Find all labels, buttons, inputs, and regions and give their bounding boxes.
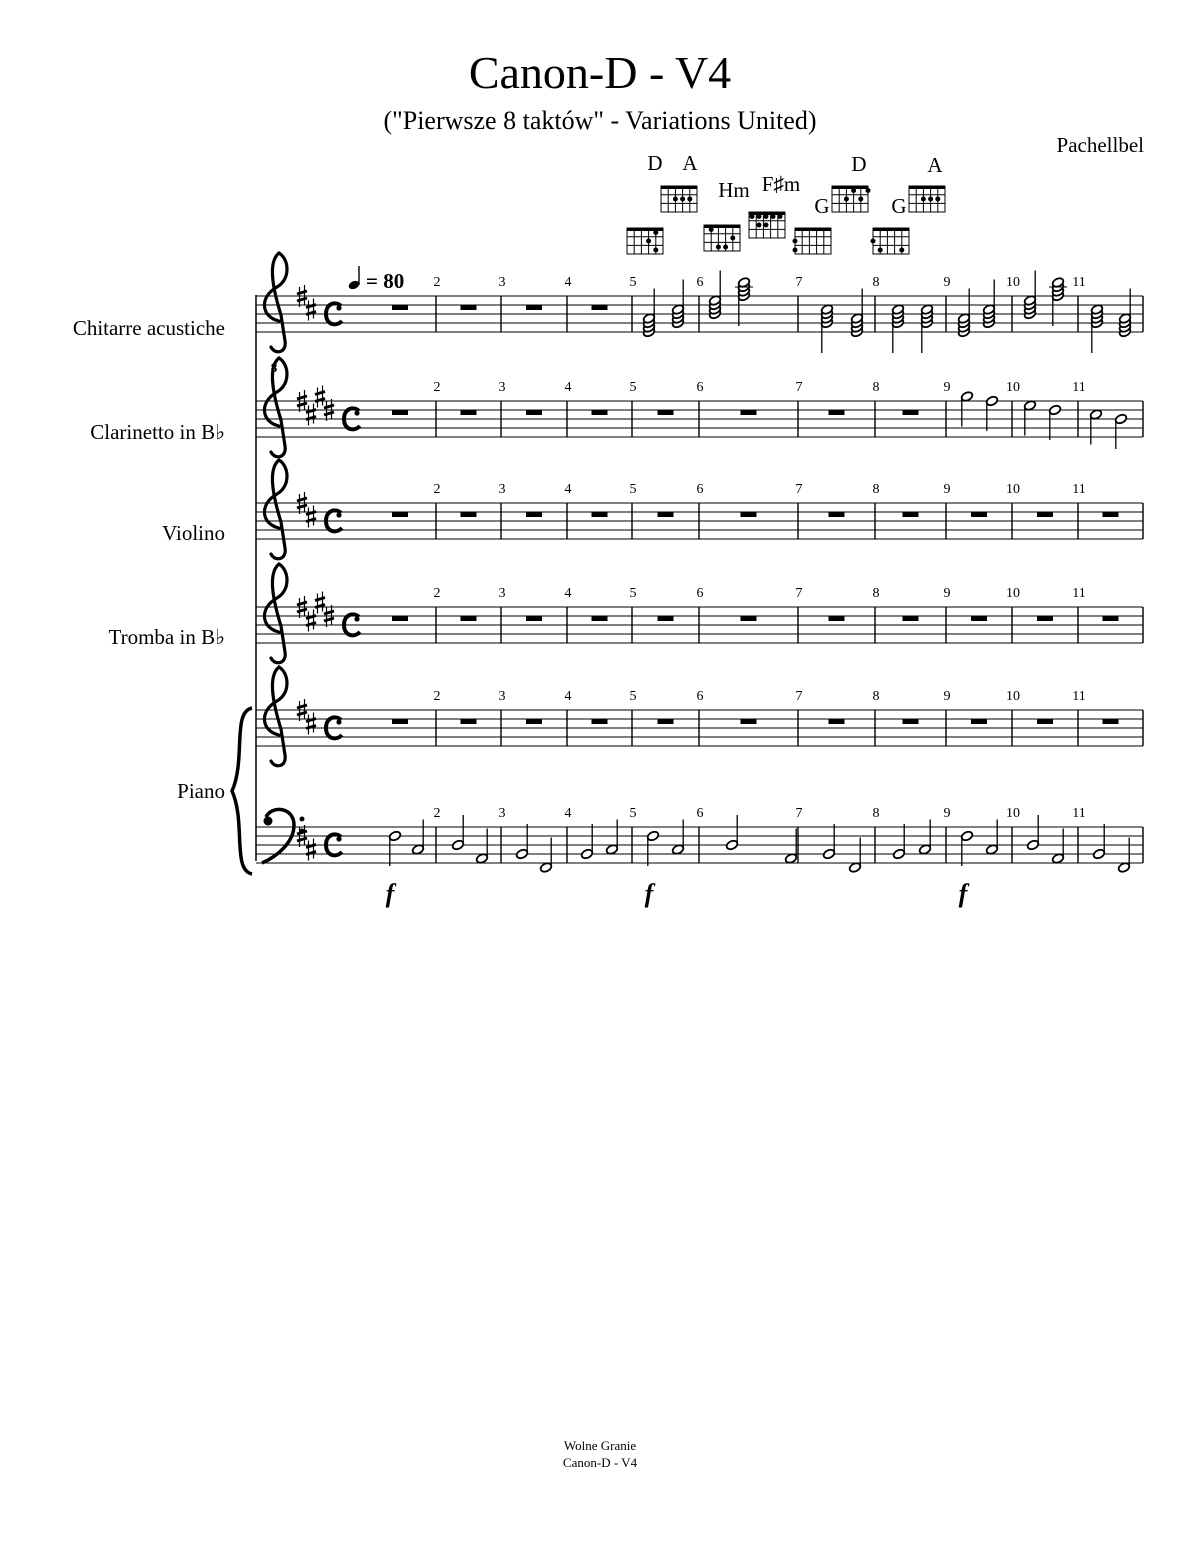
measure-number: 3 — [498, 586, 506, 601]
whole-rest-icon — [971, 512, 987, 517]
instrument-label: Violino — [162, 521, 225, 545]
measure-number: 6 — [696, 689, 704, 704]
whole-rest-icon — [903, 719, 919, 724]
whole-rest-icon — [658, 616, 674, 621]
measure-number: 4 — [564, 380, 572, 395]
measure-number: 7 — [795, 275, 803, 290]
measure-number: 3 — [498, 275, 506, 290]
instrument-label: Piano — [177, 779, 225, 803]
half-note — [388, 830, 401, 866]
half-note — [985, 820, 998, 856]
whole-rest-icon — [392, 410, 408, 415]
measure-number: 7 — [795, 482, 803, 497]
measure-number: 4 — [564, 806, 572, 821]
staves — [256, 253, 1143, 873]
whole-rest-icon — [658, 719, 674, 724]
half-note — [918, 820, 931, 856]
measure-number: 11 — [1072, 482, 1086, 497]
footer-line: Canon-D - V4 — [562, 1455, 638, 1470]
half-note — [960, 391, 973, 427]
measure-number: 3 — [498, 380, 506, 395]
chord-symbol: Hm — [718, 178, 750, 202]
score-subtitle: ("Pierwsze 8 taktów" - Variations United) — [383, 106, 817, 135]
staff — [256, 564, 1143, 663]
measure-number: 9 — [943, 380, 951, 395]
measure-number: 5 — [629, 380, 637, 395]
measure-number: 3 — [498, 689, 506, 704]
whole-rest-icon — [461, 305, 477, 310]
whole-rest-icon — [741, 719, 757, 724]
whole-rest-icon — [592, 719, 608, 724]
fret-diagram — [749, 212, 785, 238]
half-note — [1117, 838, 1130, 874]
measure-number: 2 — [433, 482, 441, 497]
chord-notes — [920, 304, 933, 353]
sharp-icon — [306, 839, 316, 861]
whole-rest-icon — [741, 616, 757, 621]
fret-diagram — [871, 228, 910, 254]
measure-number: 2 — [433, 586, 441, 601]
whole-rest-icon — [1103, 719, 1119, 724]
whole-rest-icon — [1103, 616, 1119, 621]
sharp-icon — [306, 610, 316, 632]
octave-marker: 8 — [270, 360, 278, 375]
staff — [256, 667, 1143, 766]
fret-diagram — [832, 186, 871, 212]
treble-clef-icon — [264, 564, 287, 663]
measure-number: 6 — [696, 275, 704, 290]
chord-notes — [1090, 304, 1103, 353]
composer: Pachellbel — [1056, 133, 1144, 157]
footer-line: Wolne Granie — [563, 1438, 637, 1453]
whole-rest-icon — [1037, 512, 1053, 517]
chord-notes — [735, 277, 753, 326]
instrument-label: Tromba in B♭ — [108, 625, 225, 649]
treble-clef-icon — [264, 667, 287, 766]
whole-rest-icon — [658, 410, 674, 415]
whole-rest-icon — [1103, 512, 1119, 517]
half-note — [1048, 404, 1061, 440]
measure-number: 5 — [629, 806, 637, 821]
measure-number: 4 — [564, 275, 572, 290]
half-note — [605, 820, 618, 856]
whole-rest-icon — [658, 512, 674, 517]
measure-number: 10 — [1006, 275, 1020, 290]
staff — [256, 253, 1143, 352]
chord-notes — [1049, 277, 1067, 326]
measure-number: 3 — [498, 482, 506, 497]
chord-notes — [708, 271, 721, 320]
chord-symbol: D — [851, 152, 867, 176]
measure-number: 7 — [795, 689, 803, 704]
measure-number: 11 — [1072, 689, 1086, 704]
instrument-label: Chitarre acustiche — [72, 316, 225, 340]
measure-number: 4 — [564, 586, 572, 601]
measure-number: 8 — [872, 806, 880, 821]
measure-number: 2 — [433, 689, 441, 704]
half-note — [1092, 824, 1105, 860]
whole-rest-icon — [592, 305, 608, 310]
chord-symbol: A — [682, 151, 698, 175]
measure-number: 4 — [564, 482, 572, 497]
measure-number: 10 — [1006, 806, 1020, 821]
half-note — [671, 820, 684, 856]
tempo-value: = 80 — [366, 269, 405, 293]
whole-rest-icon — [461, 410, 477, 415]
measure-number: 8 — [872, 689, 880, 704]
whole-rest-icon — [392, 719, 408, 724]
chord-notes — [820, 304, 833, 353]
measure-number: 11 — [1072, 586, 1086, 601]
whole-rest-icon — [903, 410, 919, 415]
whole-rest-icon — [526, 616, 542, 621]
measure-number: 4 — [564, 689, 572, 704]
measure-number: 2 — [433, 380, 441, 395]
whole-rest-icon — [526, 719, 542, 724]
whole-rest-icon — [526, 410, 542, 415]
whole-rest-icon — [741, 512, 757, 517]
whole-rest-icon — [829, 410, 845, 415]
staff — [256, 460, 1143, 559]
measure-number: 2 — [433, 806, 441, 821]
measure-number: 2 — [433, 275, 441, 290]
half-note — [1114, 413, 1127, 449]
measure-number: 9 — [943, 275, 951, 290]
measure-number: 6 — [696, 482, 704, 497]
chord-symbol: F♯m — [761, 172, 801, 196]
measure-number: 10 — [1006, 689, 1020, 704]
half-note — [960, 830, 973, 866]
sharp-icon — [306, 506, 316, 528]
half-note — [985, 395, 998, 431]
treble-clef-icon — [264, 253, 287, 352]
fret-diagram — [661, 186, 697, 212]
measure-number: 8 — [872, 275, 880, 290]
half-note — [725, 815, 738, 851]
chord-symbol: D — [647, 151, 663, 175]
sharp-icon — [306, 299, 316, 321]
instrument-label: Clarinetto in B♭ — [90, 420, 225, 444]
half-note — [539, 838, 552, 874]
page-footer — [0, 1437, 1200, 1471]
chord-symbol: A — [927, 153, 943, 177]
whole-rest-icon — [1037, 616, 1053, 621]
half-note — [451, 815, 464, 851]
measure-number: 5 — [629, 586, 637, 601]
measure-number: 10 — [1006, 380, 1020, 395]
whole-rest-icon — [526, 305, 542, 310]
half-note — [475, 829, 488, 865]
whole-rest-icon — [392, 512, 408, 517]
staff — [256, 806, 1143, 863]
whole-rest-icon — [392, 305, 408, 310]
half-note — [1023, 400, 1036, 436]
measure-number: 10 — [1006, 586, 1020, 601]
dynamic-marking: f — [385, 879, 395, 908]
chord-notes — [671, 280, 684, 329]
measure-number: 5 — [629, 275, 637, 290]
measure-number: 11 — [1072, 806, 1086, 821]
sharp-icon — [306, 404, 316, 426]
fret-diagram — [793, 228, 832, 254]
measure-number: 11 — [1072, 275, 1086, 290]
sharp-icon — [315, 592, 325, 614]
measure-number: 7 — [795, 586, 803, 601]
fret-diagram — [704, 225, 740, 251]
measure-number: 9 — [943, 689, 951, 704]
dynamic-marking: f — [958, 879, 968, 908]
measure-number: 6 — [696, 806, 704, 821]
measure-number: 6 — [696, 586, 704, 601]
measure-number: 8 — [872, 586, 880, 601]
whole-rest-icon — [971, 616, 987, 621]
half-note — [411, 820, 424, 856]
whole-rest-icon — [526, 512, 542, 517]
whole-rest-icon — [592, 512, 608, 517]
staff — [256, 358, 1143, 457]
measure-number: 7 — [795, 380, 803, 395]
half-note — [580, 824, 593, 860]
chord-notes — [1023, 271, 1036, 320]
measure-number: 7 — [795, 806, 803, 821]
whole-rest-icon — [741, 410, 757, 415]
measure-number: 9 — [943, 806, 951, 821]
measure-number: 5 — [629, 689, 637, 704]
measure-number: 8 — [872, 380, 880, 395]
measure-number: 8 — [872, 482, 880, 497]
whole-rest-icon — [971, 719, 987, 724]
half-note — [822, 824, 835, 860]
treble-clef-icon — [264, 460, 287, 559]
whole-rest-icon — [461, 512, 477, 517]
whole-rest-icon — [461, 719, 477, 724]
half-note — [848, 838, 861, 874]
whole-rest-icon — [829, 719, 845, 724]
measure-number: 10 — [1006, 482, 1020, 497]
sharp-icon — [306, 713, 316, 735]
whole-rest-icon — [903, 512, 919, 517]
sharp-icon — [315, 386, 325, 408]
fret-diagram — [909, 186, 945, 212]
measure-number: 9 — [943, 482, 951, 497]
chord-notes — [982, 280, 995, 329]
half-note — [646, 830, 659, 866]
half-note — [1089, 409, 1102, 445]
chord-symbol: G — [891, 194, 907, 218]
tempo-marking — [347, 266, 404, 293]
measure-number: 9 — [943, 586, 951, 601]
fret-diagram — [627, 228, 663, 254]
whole-rest-icon — [829, 512, 845, 517]
measure-number: 3 — [498, 806, 506, 821]
whole-rest-icon — [592, 410, 608, 415]
score-title: Canon-D - V4 — [468, 47, 732, 98]
whole-rest-icon — [392, 616, 408, 621]
half-note — [1051, 829, 1064, 865]
half-note — [1026, 815, 1039, 851]
half-note — [784, 829, 797, 865]
whole-rest-icon — [592, 616, 608, 621]
measure-number: 5 — [629, 482, 637, 497]
chord-symbol: G — [814, 194, 830, 218]
measure-number: 6 — [696, 380, 704, 395]
whole-rest-icon — [903, 616, 919, 621]
chord-notes — [891, 304, 904, 353]
whole-rest-icon — [461, 616, 477, 621]
measure-number: 11 — [1072, 380, 1086, 395]
piano-brace — [232, 708, 252, 874]
whole-rest-icon — [1037, 719, 1053, 724]
half-note — [515, 824, 528, 860]
whole-rest-icon — [829, 616, 845, 621]
half-note — [892, 824, 905, 860]
dynamic-marking: f — [644, 879, 654, 908]
